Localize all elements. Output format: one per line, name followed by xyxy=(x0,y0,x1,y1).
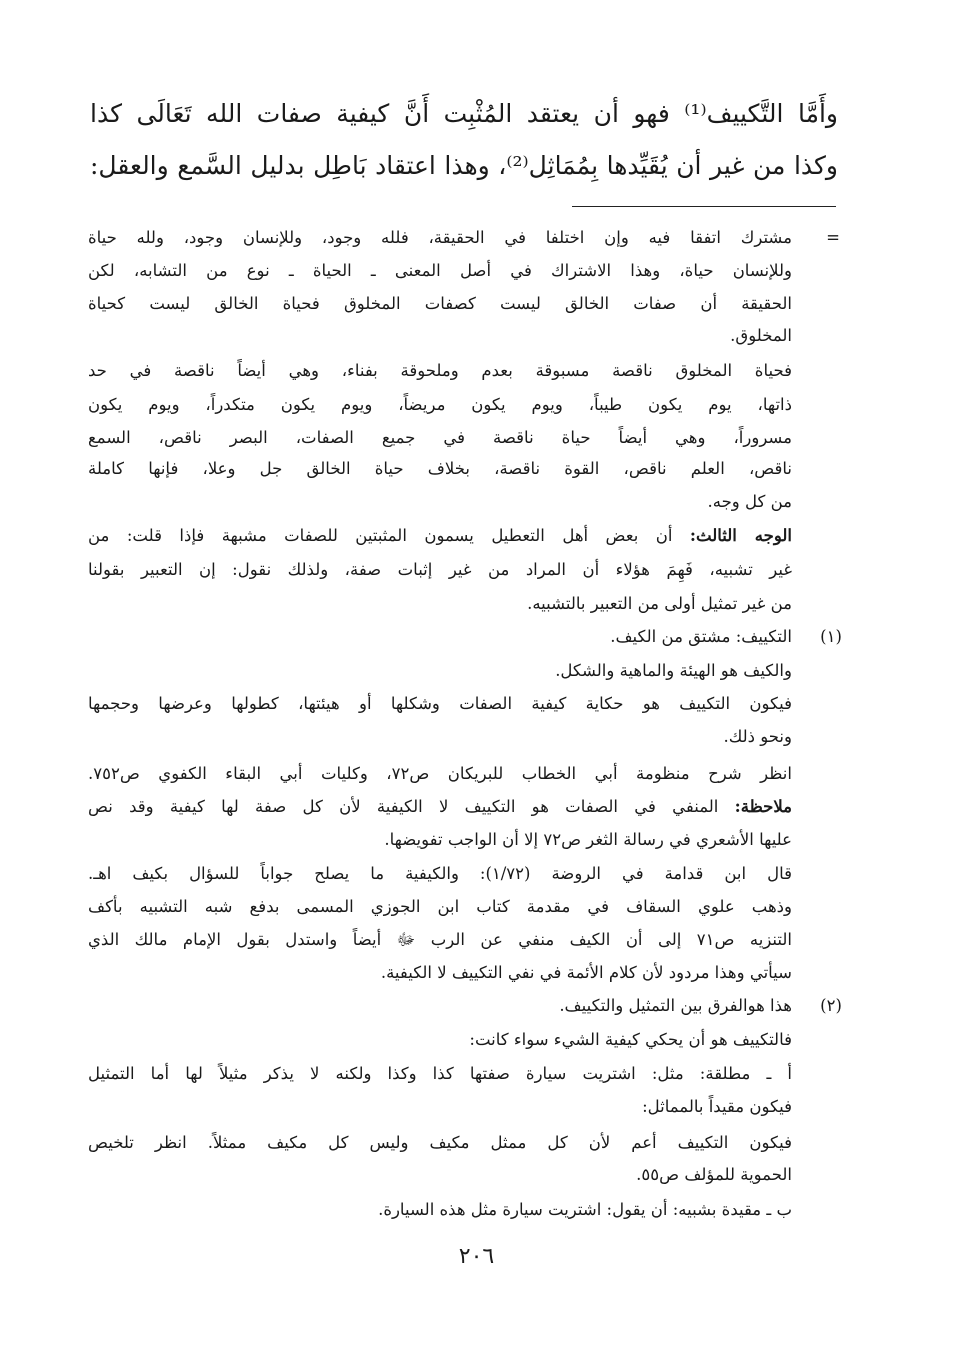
footnote-text: هذا هوالفرق بين التمثيل والتكييف. xyxy=(559,996,792,1015)
footnote-line xyxy=(88,294,792,313)
footnote-line xyxy=(88,996,792,1015)
main-text xyxy=(90,88,838,192)
footnote-text: وذهب علوي السقاف في مقدمة كتاب ابن الجوزي المسمى بدفع شبه التشبيه بأكف xyxy=(88,897,792,916)
footnote-text: الحقيقة أن صفات الخالق ليست كصفات المخلوق فحياة الخالق ليست كحياة xyxy=(88,294,792,313)
footnote-text: قال ابن قدامة في الروضة (١/٧٢): والكيفية ما يصلح جواباً للسؤال بكيف اهـ. xyxy=(88,864,792,883)
footnote-text: سيأتي وهذا مردود لأن كلام الأئمة في نفي التكييف لا الكيفية. xyxy=(380,963,792,982)
footnote-text: مشترك اتفقا فيه وإن اختلفا في الحقيقة، فلله وجود، وللإنسان وجود، ولله حياة xyxy=(88,228,792,247)
footnote-text: ناقص، العلم ناقص، القوة ناقصة، بخلاف حياة الخالق جل وعلا، فإنها كاملة xyxy=(88,459,792,478)
footnote-marker: (١) xyxy=(820,627,842,646)
footnote-text: ونحو ذلك. xyxy=(723,727,792,746)
footnote-text: عليها الأشعري في رسالة الثغر ص٧٢ إلا أن الواجب تفويضها. xyxy=(384,830,792,849)
footnote-text: فالتكييف هو أن يحكي كيفية الشيء سواء كانت: xyxy=(469,1030,792,1049)
footnote-line xyxy=(88,1064,792,1083)
footnote-line xyxy=(88,1030,792,1049)
footnote-text: من غير تمثيل أولى من التعبير بالتشبيه. xyxy=(527,594,792,613)
footnote-text: المنفي في الصفات هو التكييف لا الكيفية لأن كل صفة لها كيفية وقد نص xyxy=(88,797,735,816)
footnote-line xyxy=(88,694,792,713)
continuation-mark: = xyxy=(826,228,840,247)
footnote-text: انظر شرح منظومة أبي الخطاب للبريكان ص٧٢، وكليات أبي البقاء الكفوي ص٧٥٢. xyxy=(88,764,792,783)
footnote-line xyxy=(88,594,792,613)
footnote-line xyxy=(88,459,792,478)
footnote-text: والكيف هو الهيئة والماهية والشكل. xyxy=(555,661,792,680)
footnote-line xyxy=(88,764,792,783)
footnote-text: الحموية للمؤلف ص٥٥. xyxy=(636,1165,792,1184)
footnote-line xyxy=(88,492,792,511)
footnote-line xyxy=(88,864,792,883)
footnote-heading: الوجه الثالث: xyxy=(689,526,792,545)
footnote-text: أ ـ مطلقة: مثل: اشتريت سيارة صفتها كذا وكذا ولكنه لا يذكر مثيلاً لها أما التمثيل xyxy=(88,1064,792,1083)
footnote-line xyxy=(88,228,792,247)
footnote-line xyxy=(88,797,792,816)
main-text-line: وكذا من غير أن يُقَيِّدها بِمُمَاثِل⁽²⁾، وهذا اعتقاد بَاطِل بدليل السَّمع والعقل: xyxy=(90,151,839,180)
footnote-heading: ملاحظة: xyxy=(734,797,792,816)
footnote-text: فيكون التكييف أعم لأن كل ممثل مكيف وليس كل مكيف ممثلاً. انظر تلخيص xyxy=(88,1133,792,1152)
footnote-line xyxy=(88,326,792,345)
footnote-line xyxy=(88,1133,792,1152)
footnote-text: التنزيه ص٧١ إلى أن الكيف منفي عن الرب ﷻ أيضاً واستدل بقول الإمام مالك الذي xyxy=(88,930,792,949)
footnote-text: التكييف: مشتق من الكيف. xyxy=(610,627,792,646)
footnote-line xyxy=(88,830,792,849)
footnote-line xyxy=(88,526,792,545)
footnote-marker: (٢) xyxy=(820,996,842,1015)
footnote-line xyxy=(88,963,792,982)
footnote-text: وللإنسان حياة، وهذا الاشتراك في أصل المعنى ـ الحياة ـ نوع من التشابه، لكن xyxy=(88,261,792,280)
footnote-line xyxy=(88,428,792,447)
footnote-separator xyxy=(572,206,836,207)
footnote-text: مسروراً، وهي أيضاً حياة ناقصة في جميع الصفات، البصر ناقص، السمع xyxy=(88,428,792,447)
footnote-text: فيكون التكييف هو حكاية كيفية الصفات وشكلها أو هيئتها، كطولها وعرضها وحجمها xyxy=(88,694,792,713)
footnote-text: ب ـ مقيدة بشبيه: أن يقول: اشتريت سيارة مثل هذه السيارة. xyxy=(378,1200,792,1219)
footnote-line xyxy=(88,627,792,646)
footnote-line xyxy=(88,727,792,746)
footnote-text: فحياة المخلوق ناقصة مسبوقة بعدم وملحوقة بفناء، وهي أيضاً ناقصة في حد xyxy=(88,361,792,380)
footnote-text: من كل وجه. xyxy=(707,492,792,511)
page-number: ٢٠٦ xyxy=(458,1244,495,1269)
footnote-text: فيكون مقيداً بالمماثل: xyxy=(642,1097,792,1116)
footnote-line xyxy=(88,395,792,414)
footnote-line xyxy=(88,560,792,579)
footnote-line xyxy=(88,661,792,680)
footnote-text: أن بعض أهل التعطيل يسمون المثبتين للصفات مشبهة فإذا قلت: من xyxy=(88,526,690,545)
footnote-line xyxy=(88,1097,792,1116)
footnote-text: ذاتها، يوم يكون طيباً، ويوم يكون مريضاً، ويوم يكون متكدراً، ويوم يكون xyxy=(88,395,792,414)
footnote-line xyxy=(88,361,792,380)
footnote-line xyxy=(88,1165,792,1184)
footnote-text: المخلوق. xyxy=(730,326,792,345)
footnote-line xyxy=(88,261,792,280)
footnote-line xyxy=(88,1200,792,1219)
footnote-text: غير تشبيه، فَهِمَ هؤلاء أن المراد من غير إثبات صفة، ولذلك نقول: إن التعبير بقولنا xyxy=(88,560,792,579)
footnote-line xyxy=(88,930,792,954)
main-text-line: وأَمَّا التَّكييف⁽¹⁾ فهو أن يعتقد المُثْبِت أَنَّ كيفية صفات الله تَعَالَى كذا xyxy=(90,99,838,128)
footnote-line xyxy=(88,897,792,916)
